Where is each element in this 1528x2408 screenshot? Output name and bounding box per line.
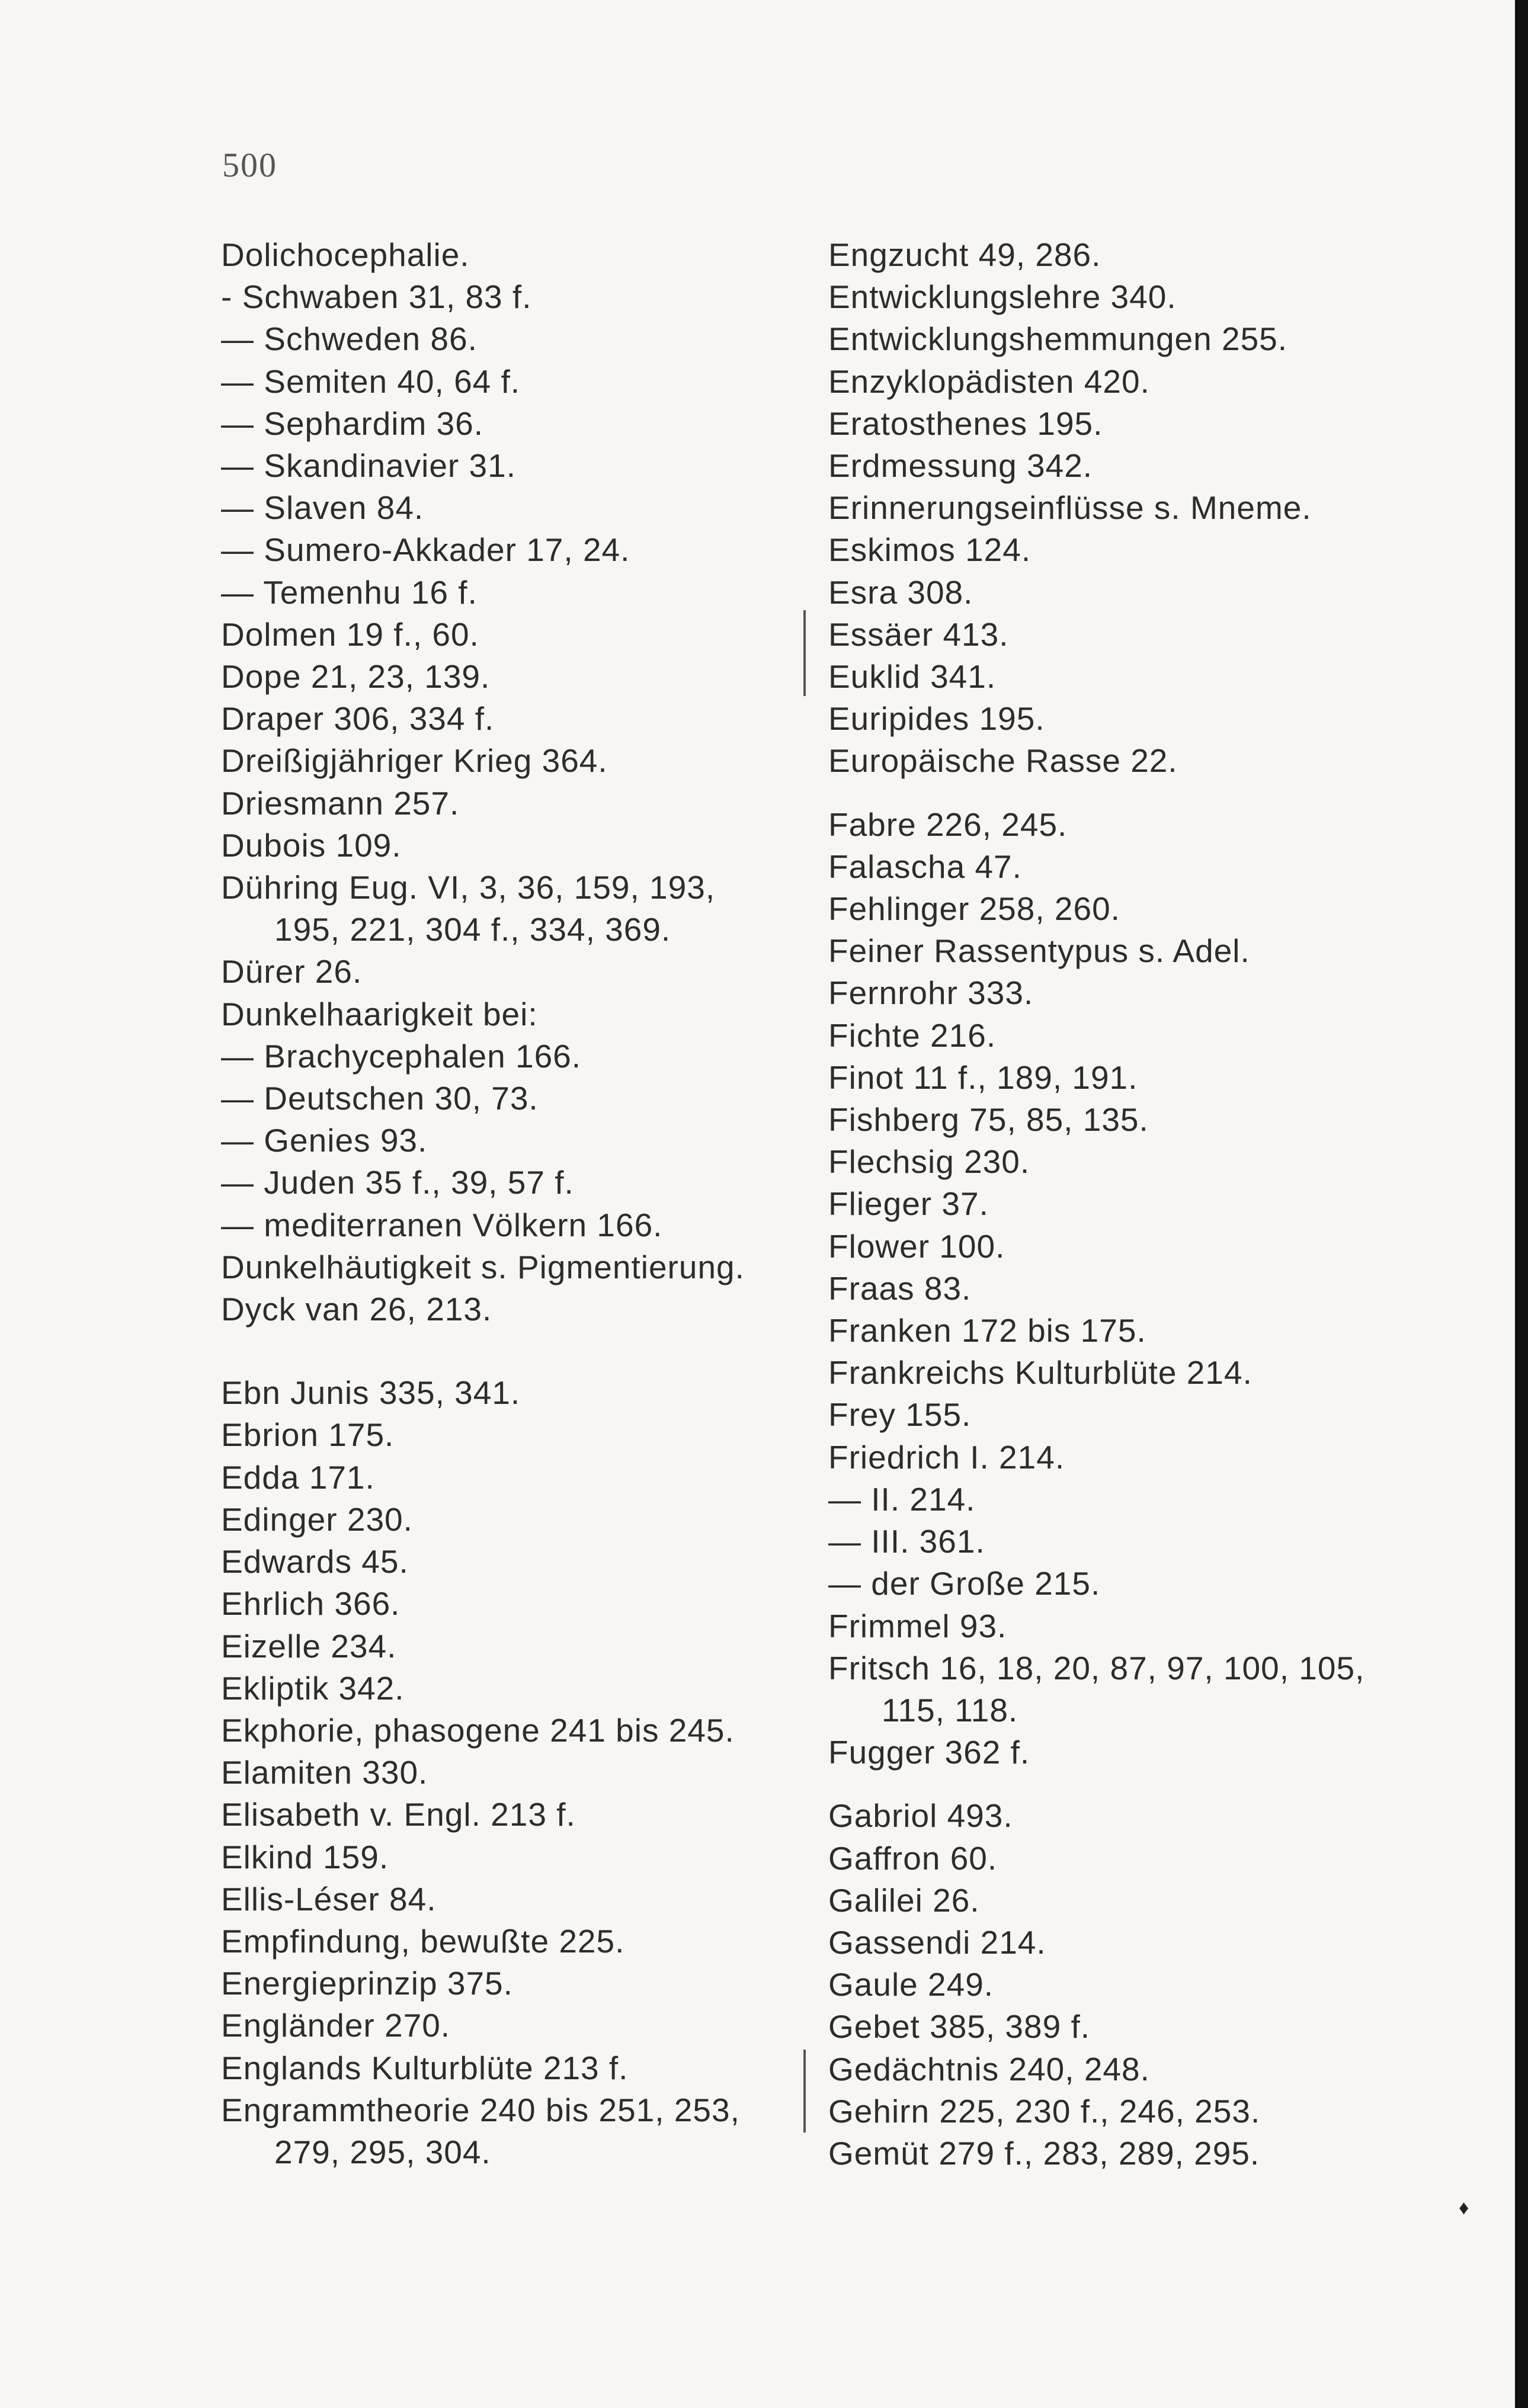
index-entry: Dubois 109. [221,826,402,864]
index-entry: Euripides 195. [828,700,1045,738]
index-entry-continuation: 115, 118. [882,1691,1018,1729]
index-entry: Dunkelhäutigkeit s. Pigmentierung. [221,1248,745,1285]
index-entry: Dunkelhaarigkeit bei: [221,995,538,1033]
index-entry: — Semiten 40, 64 f. [221,363,521,400]
index-entry: — Slaven 84. [221,489,424,527]
index-entry: — Skandinavier 31. [221,447,516,485]
index-entry: Flower 100. [828,1227,1005,1265]
section-gap [828,783,1421,804]
index-entry: — der Große 215. [828,1565,1101,1602]
index-entry: Edda 171. [221,1458,375,1496]
column-rule-mark [803,649,806,696]
index-entry: Feiner Rassentypus s. Adel. [828,932,1250,970]
index-entry: Gehirn 225, 230 f., 246, 253. [828,2092,1261,2130]
index-entry [221,867,790,951]
index-entry: Fabre 226, 245. [828,806,1068,843]
index-entry: Erinnerungseinflüsse s. Mneme. [828,489,1312,527]
index-entry: — Brachycephalen 166. [221,1037,582,1075]
index-entry: Franken 172 bis 175. [828,1312,1146,1349]
index-entry: Eizelle 234. [221,1627,397,1665]
index-entry: — Deutschen 30, 73. [221,1080,539,1117]
index-entry: Dyck van 26, 213. [221,1291,492,1328]
ink-spot-icon: ♦ [1459,2197,1469,2219]
index-entry: Gassendi 214. [828,1923,1046,1961]
index-entry: — Sephardim 36. [221,405,483,442]
index-entry: Driesmann 257. [221,784,460,822]
index-entry: - Schwaben 31, 83 f. [221,278,532,316]
index-entry: Dürer 26. [221,953,363,990]
index-entry: Entwicklungshemmungen 255. [828,320,1288,358]
index-entry: — Temenhu 16 f. [221,573,478,611]
index-entry: Frankreichs Kulturblüte 214. [828,1354,1252,1391]
index-entry: Fishberg 75, 85, 135. [828,1101,1149,1139]
index-entry: Fraas 83. [828,1269,972,1307]
index-entry: Engländer 270. [221,2007,451,2044]
index-entry: Empfindung, bewußte 225. [221,1922,625,1960]
index-entry: Gedächtnis 240, 248. [828,2050,1150,2088]
index-entry: Euklid 341. [828,658,997,695]
index-entry: — II. 214. [828,1480,976,1518]
index-entry: Friedrich I. 214. [828,1438,1065,1476]
index-entry: — mediterranen Völkern 166. [221,1206,663,1243]
index-entry: Dolmen 19 f., 60. [221,615,479,653]
index-entry: Eratosthenes 195. [828,405,1103,442]
index-entry: — Juden 35 f., 39, 57 f. [221,1164,574,1201]
index-entry: Esra 308. [828,573,973,611]
index-entry: Edinger 230. [221,1500,413,1538]
index-entry: Dreißigjähriger Krieg 364. [221,742,608,780]
index-entry: Englands Kulturblüte 213 f. [221,2049,629,2086]
index-entry: Gemüt 279 f., 283, 289, 295. [828,2134,1260,2172]
index-entry: — Genies 93. [221,1122,428,1159]
index-column-right [828,234,1421,2175]
index-entry-line: Fritsch 16, 18, 20, 87, 97, 100, 105, [828,1649,1365,1686]
index-entry: Fehlinger 258, 260. [828,890,1120,928]
index-entry: Frey 155. [828,1396,972,1434]
index-entry-line: Dühring Eug. VI, 3, 36, 159, 193, [221,869,716,906]
index-entry: Elisabeth v. Engl. 213 f. [221,1796,576,1833]
index-entry: Finot 11 f., 189, 191. [828,1059,1138,1096]
index-entry: Fichte 216. [828,1017,997,1054]
index-entry: Fernrohr 333. [828,974,1034,1012]
index-entry: Galilei 26. [828,1881,980,1919]
index-entry: Flieger 37. [828,1185,989,1223]
index-entry: Elkind 159. [221,1838,389,1875]
column-rule-mark [803,2050,806,2133]
section-gap [828,1774,1421,1795]
index-entry: Gabriol 493. [828,1797,1013,1835]
index-entry: Fugger 362 f. [828,1734,1030,1771]
index-entry [828,1647,1421,1732]
index-entry: Gaule 249. [828,1966,994,2003]
index-entry: Gaffron 60. [828,1839,998,1877]
index-entry: Engzucht 49, 286. [828,236,1101,273]
index-entry: Falascha 47. [828,848,1022,885]
index-entry: Ellis-Léser 84. [221,1880,437,1918]
index-entry: Energieprinzip 375. [221,1965,513,2002]
index-entry-line: Engrammtheorie 240 bis 251, 253, [221,2091,740,2128]
index-entry: Elamiten 330. [221,1754,428,1791]
index-entry: Gebet 385, 389 f. [828,2008,1091,2045]
index-entry: Dolichocephalie. [221,236,470,273]
index-entry: — Schweden 86. [221,320,478,358]
page-number: 500 [222,146,277,184]
index-entry: — III. 361. [828,1523,985,1560]
index-column-left [221,234,790,2173]
index-entry-continuation: 195, 221, 304 f., 334, 369. [274,911,671,948]
index-entry: Ekphorie, phasogene 241 bis 245. [221,1711,735,1749]
column-rule-mark [803,610,806,652]
index-entry: Flechsig 230. [828,1143,1030,1181]
index-entry: Enzyklopädisten 420. [828,363,1150,400]
index-entry: Draper 306, 334 f. [221,700,495,738]
index-entry: — Sumero-Akkader 17, 24. [221,531,630,569]
section-gap [221,1330,790,1372]
index-entry: Essäer 413. [828,615,1009,653]
index-entry: Edwards 45. [221,1543,409,1580]
index-entry: Ekliptik 342. [221,1669,405,1707]
index-entry: Erdmessung 342. [828,447,1093,485]
index-entry [221,2089,790,2173]
index-entry: Dope 21, 23, 139. [221,658,491,695]
page-edge-shadow [1515,0,1528,2408]
index-entry: Europäische Rasse 22. [828,742,1178,780]
index-entry: Eskimos 124. [828,531,1032,569]
index-entry: Ebn Junis 335, 341. [221,1374,521,1412]
index-entry: Ebrion 175. [221,1416,395,1454]
index-entry-continuation: 279, 295, 304. [274,2133,491,2170]
index-entry: Entwicklungslehre 340. [828,278,1177,316]
index-entry: Frimmel 93. [828,1607,1007,1644]
index-entry: Ehrlich 366. [221,1585,401,1623]
